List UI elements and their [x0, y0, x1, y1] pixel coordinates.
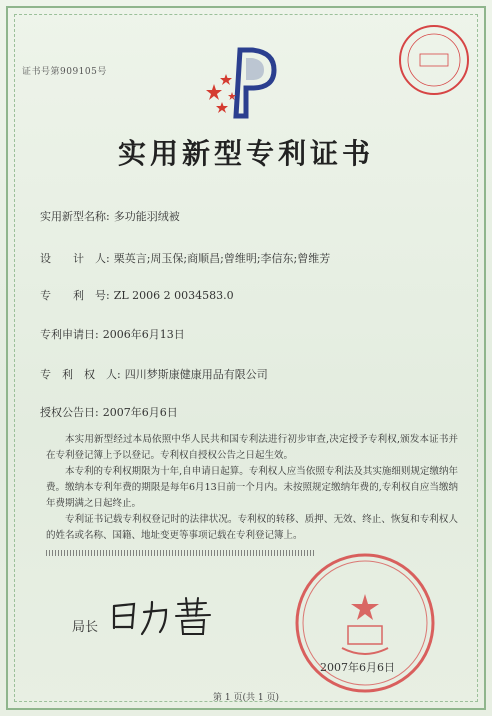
field-application-date [40, 326, 185, 342]
body-paragraph: 专利证书记载专利权登记时的法律状况。专利权的转移、质押、无效、终止、恢复和专利权人的姓名或名称、国籍、地址变更等事项记载在专利登记簿上。 [46, 514, 458, 541]
field-label: 专利申请日: [40, 328, 99, 341]
body-paragraph: 本实用新型经过本局依照中华人民共和国专利法进行初步审查,决定授予专利权,颁发本证书并在专利登记簿上予以登记。专利权自授权公告之日起生效。 [46, 434, 458, 461]
field-grant-date [40, 404, 178, 420]
field-value: 2006年6月13日 [102, 328, 185, 341]
field-value: 2007年6月6日 [102, 406, 178, 419]
field-label: 授权公告日: [40, 406, 99, 419]
field-patent-number [40, 287, 234, 303]
official-seal-icon [290, 548, 440, 698]
agency-stamp-icon [396, 22, 472, 98]
sipo-logo-icon [200, 44, 286, 124]
certificate-number: 证书号第909105号 [22, 67, 107, 77]
body-paragraph: 本专利的专利权期限为十年,自申请日起算。专利权人应当依照专利法及其实施细则规定缴纳年费。缴纳本专利年费的期限是每年6月13日前一个月内。未按照规定缴纳年费的,专利权自应当缴纳年费期满之日起终止。 [46, 466, 458, 509]
field-label: 专 利 权 人: [40, 368, 121, 381]
field-utility-model-name [40, 208, 180, 224]
field-value: 多功能羽绒被 [113, 210, 180, 223]
barcode-strip [46, 550, 316, 556]
field-label: 实用新型名称: [40, 210, 110, 223]
field-value: 四川梦斯康健康用品有限公司 [124, 368, 268, 381]
certificate-title: 实用新型专利证书 [117, 137, 374, 170]
field-label: 设 计 人: [40, 252, 110, 265]
page-number: 第 1 页(共 1 页) [213, 693, 279, 703]
field-designers [40, 250, 330, 266]
field-patentee [40, 366, 268, 382]
certificate-body [46, 432, 458, 544]
field-value: 栗英言;周玉保;商顺昌;曾维明;李信东;曾维芳 [113, 252, 331, 265]
field-label: 专 利 号: [40, 289, 110, 302]
field-value: ZL 2006 2 0034583.0 [113, 289, 234, 302]
issue-date: 2007年6月6日 [320, 661, 395, 674]
director-label: 局长 [72, 620, 99, 635]
director-signature [108, 594, 220, 638]
